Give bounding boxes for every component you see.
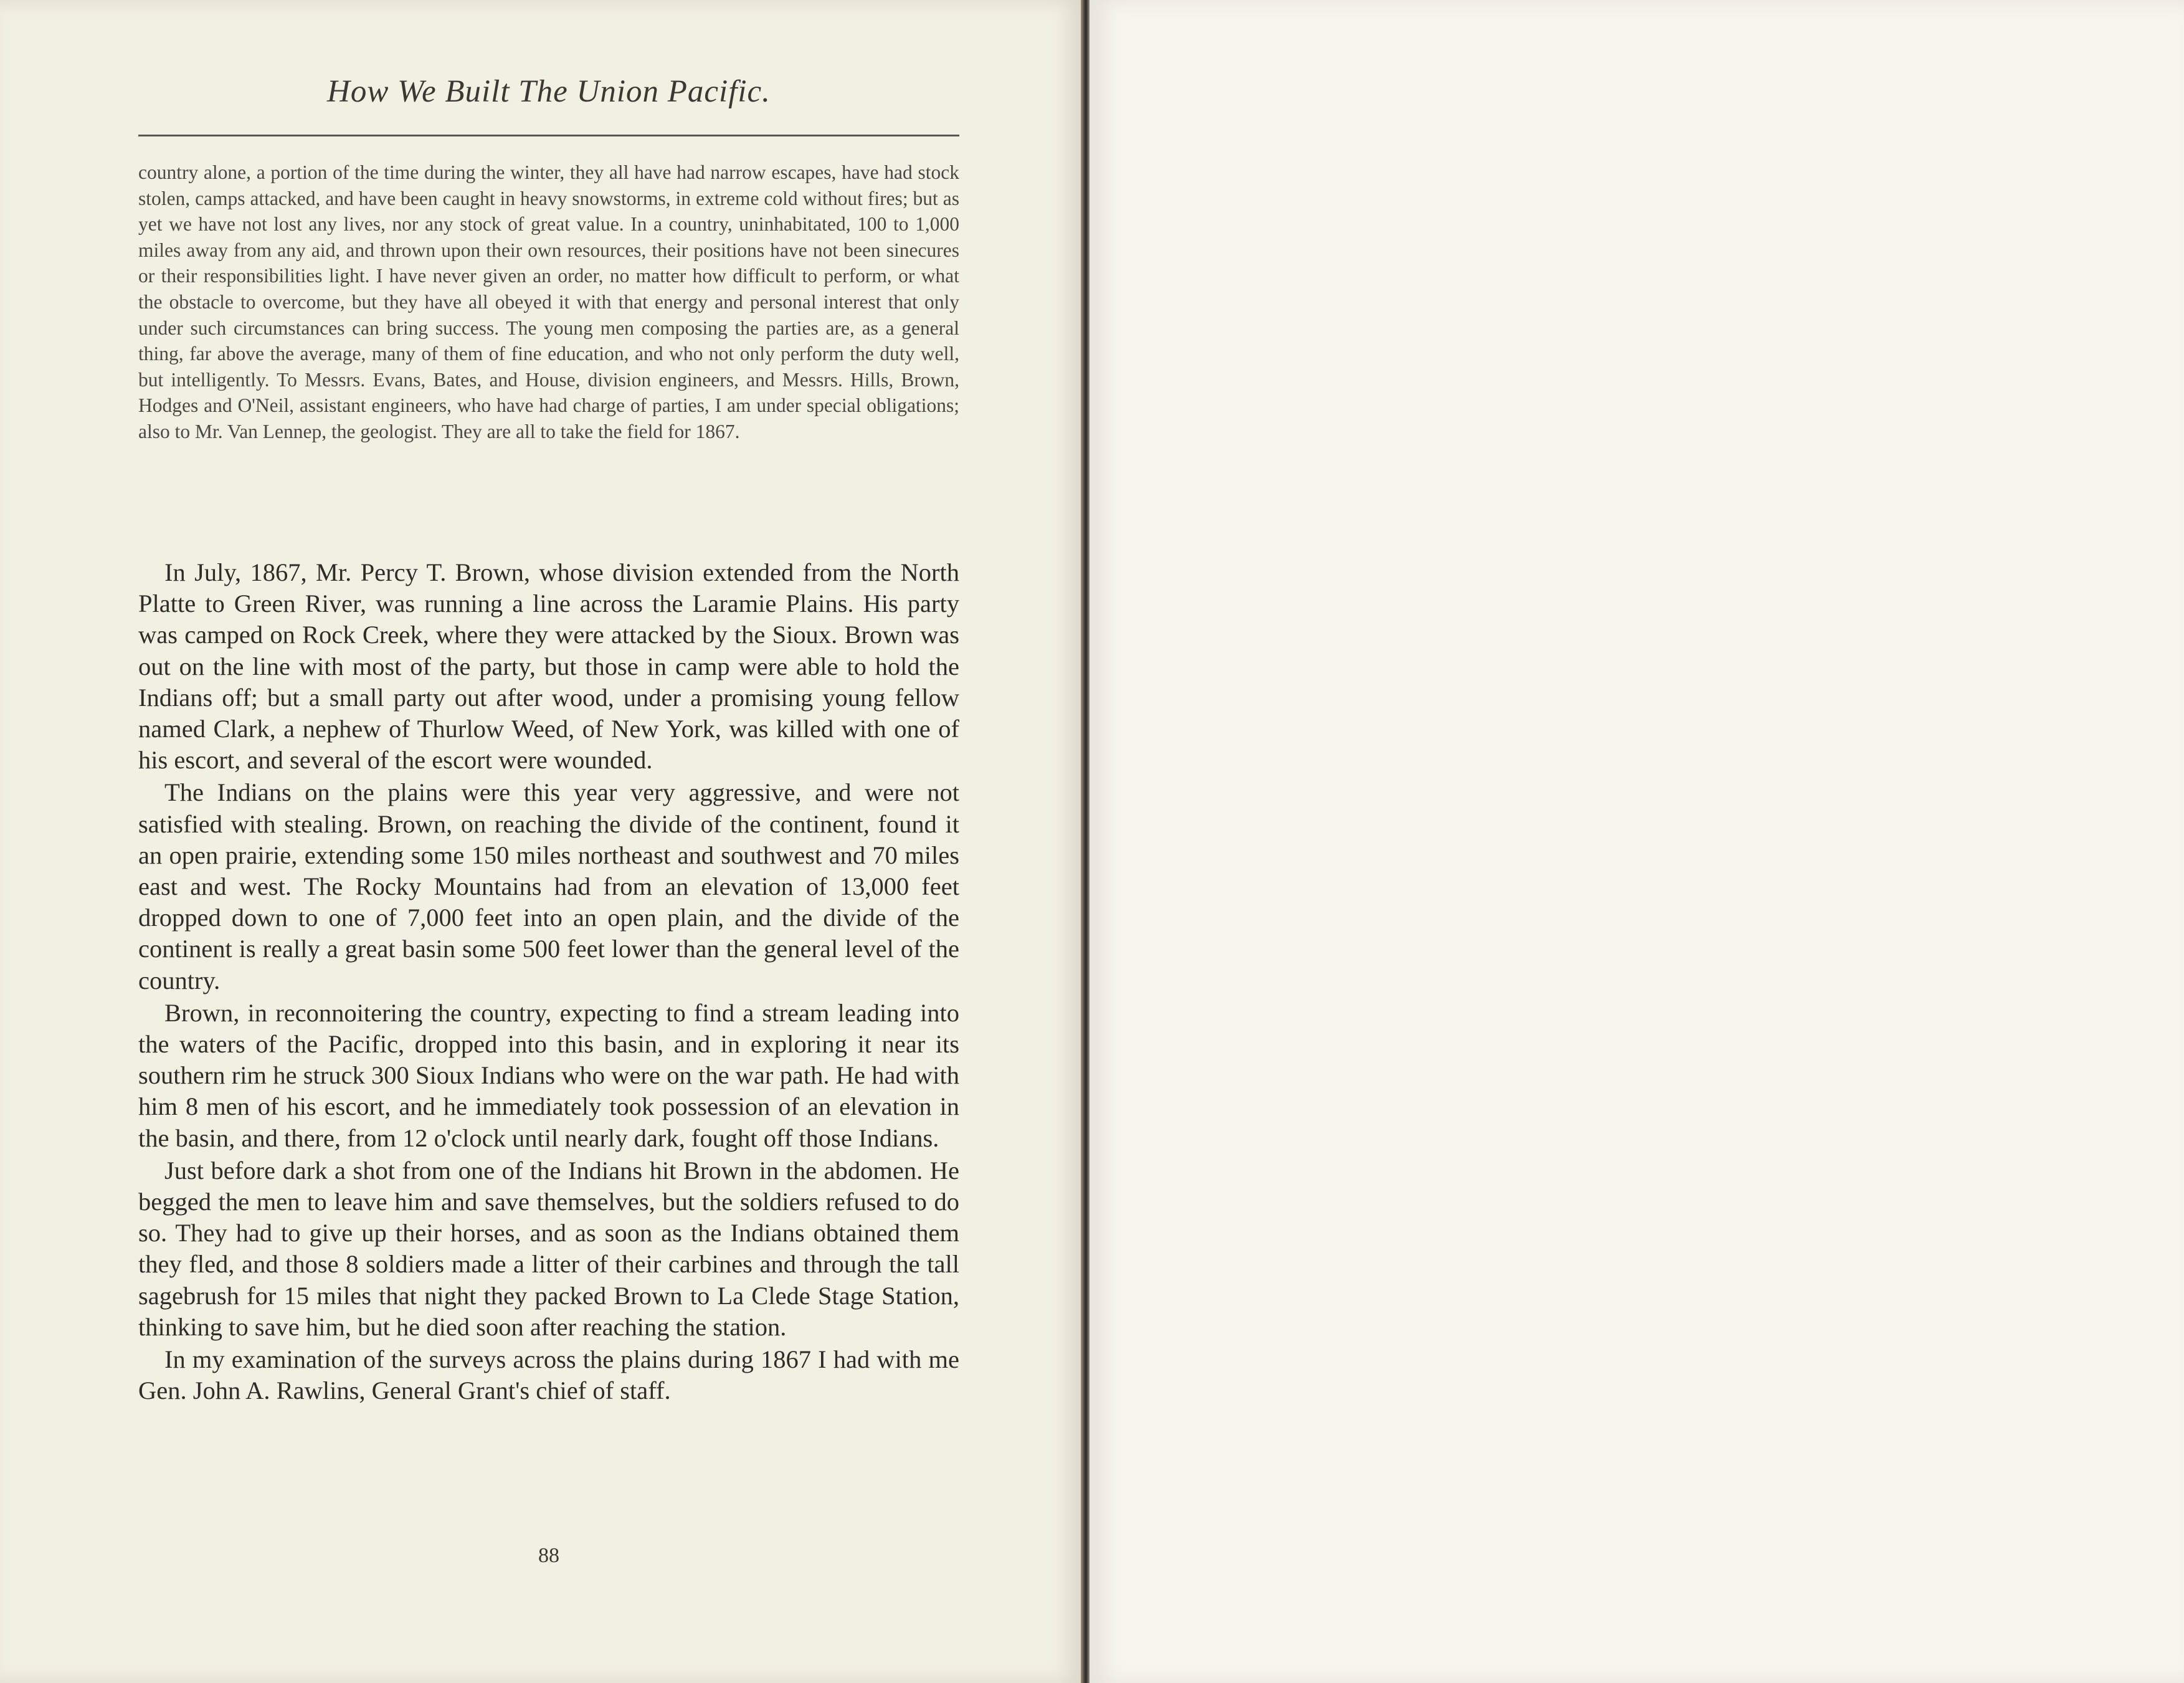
book-gutter: [1081, 0, 1090, 1683]
page-number: 88: [538, 1544, 559, 1567]
body-text: [138, 557, 959, 1406]
quoted-report-paragraph: country alone, a portion of the time during the winter, they all have had narrow escapes, have had stock stolen, camps attacked, and have been caught in heavy snowstorms, in extreme cold without fires; but as yet we have not lost any lives, nor any stock of great value. In a country, uninhabitated, 100 to 1,000 miles away from any aid, and thrown upon their own resources, their positions have not been sinecures or their responsibilities light. I have never given an order, no matter how difficult to perform, or what the obstacle to overcome, but they have all obeyed it with that energy and personal interest that only under such circumstances can bring success. The young men composing the parties are, as a general thing, far above the average, many of them of fine education, and who not only perform the duty well, but intelligently. To Messrs. Evans, Bates, and House, division engineers, and Messrs. Hills, Brown, Hodges and O'Neil, assistant engineers, who have had charge of parties, I am under special obligations; also to Mr. Van Lennep, the geologist. They are all to take the field for 1867.: [138, 161, 959, 442]
paragraph-sioux-encounter: Brown, in reconnoitering the country, expecting to find a stream leading into the waters of the Pacific, dropped into this basin, and in exploring it near its southern rim he struck 300 Sioux Indians who were on the war path. He had with him 8 men of his escort, and he immediately took possession of an elevation in the basin, and there, from 12 o'clock until nearly dark, fought off those Indians.: [138, 998, 959, 1152]
running-head: How We Built The Union Pacific.: [327, 74, 771, 109]
paragraph-rawlins: In my examination of the surveys across the plains during 1867 I had with me Gen. John A. Rawlins, General Grant's chief of staff.: [138, 1345, 959, 1405]
header-rule: [138, 135, 959, 136]
left-page: [0, 0, 1081, 1683]
paragraph-divide-of-continent: The Indians on the plains were this year very aggressive, and were not satisfied with stealing. Brown, on reaching the divide of the continent, found it an open prairie, extending some 150 miles northeast and southwest and 70 miles east and west. The Rocky Mountains had from an elevation of 13,000 feet dropped down to one of 7,000 feet into an open plain, and the divide of the continent is really a great basin some 500 feet lower than the general level of the country.: [138, 778, 959, 994]
paragraph-brown-wounded: Just before dark a shot from one of the Indians hit Brown in the abdomen. He begged the men to leave him and save themselves, but the soldiers refused to do so. They had to give up their horses, and as soon as the Indians obtained them they fled, and those 8 soldiers made a litter of their carbines and through the tall sagebrush for 15 miles that night they packed Brown to La Clede Stage Station, thinking to save him, but he died soon after reaching the station.: [138, 1156, 959, 1341]
paragraph-brown-attack: In July, 1867, Mr. Percy T. Brown, whose division extended from the North Platte to Green River, was running a line across the Laramie Plains. His party was camped on Rock Creek, where they were attacked by the Sioux. Brown was out on the line with most of the party, but those in camp were able to hold the Indians off; but a small party out after wood, under a promising young fellow named Clark, a nephew of Thurlow Weed, of New York, was killed with one of his escort, and several of the escort were wounded.: [138, 558, 959, 775]
right-page-blank: [1090, 0, 2184, 1683]
